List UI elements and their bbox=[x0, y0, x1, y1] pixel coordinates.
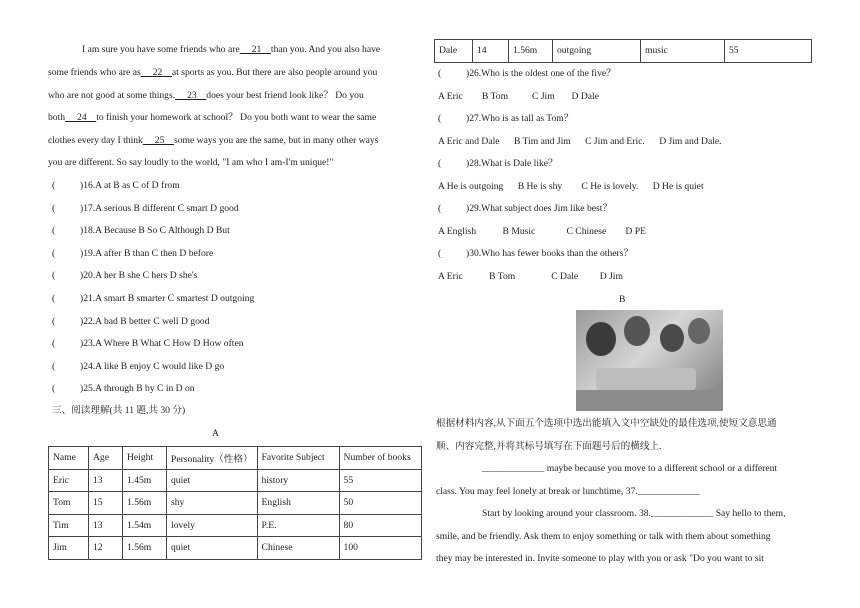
question-30-options: A Eric B Tom C Dale D Jim bbox=[438, 271, 623, 282]
student-table bbox=[48, 446, 422, 560]
question-20: ( )20.A her B she C hers D she's bbox=[52, 270, 198, 281]
question-24: ( )24.A like B enjoy C would like D go bbox=[52, 361, 225, 372]
blank-21: 21 bbox=[251, 44, 262, 55]
passage-line-1: I am sure you have some friends who are 21 than you. And you also have bbox=[82, 44, 381, 55]
passage-b-line-2: class. You may feel lonely at break or lunchtime, 37._____________ bbox=[436, 486, 701, 497]
section-heading-reading: 三、阅读理解(共 11 题,共 30 分) bbox=[52, 405, 186, 416]
table-row: Tim 13 1.54m lovely P.E. 80 bbox=[49, 514, 422, 537]
question-17: ( )17.A serious B different C smart D good bbox=[52, 203, 239, 214]
question-27-options: A Eric and Dale B Tim and Jim C Jim and Eric. D Jim and Dale. bbox=[438, 136, 722, 147]
table-row: Tom 15 1.56m shy English 50 bbox=[49, 492, 422, 515]
question-30: ( )30.Who has fewer books than the others？ bbox=[438, 248, 634, 259]
passage-line-6: you are different. So say loudly to the world, "I am who I am-I'm unique!" bbox=[48, 157, 334, 168]
blank-22: 22 bbox=[152, 67, 163, 78]
student-table-continued bbox=[434, 39, 812, 63]
question-29: ( )29.What subject does Jim like best？ bbox=[438, 203, 613, 214]
question-19: ( )19.A after B than C then D before bbox=[52, 248, 214, 259]
blank-23: 23 bbox=[187, 90, 197, 101]
instructions-line-1: 根据材料内容,从下面五个选项中选出能填入文中空缺处的最佳选项,使短文意思通 bbox=[436, 418, 777, 429]
header-name: Name bbox=[49, 447, 89, 470]
table-title-a: A bbox=[212, 428, 219, 439]
header-age: Age bbox=[89, 447, 123, 470]
question-23: ( )23.A Where B What C How D How often bbox=[52, 338, 244, 349]
blank-24: 24 bbox=[77, 112, 87, 123]
passage-b-line-4: smile, and be friendly. Ask them to enjoy something or talk with them about something bbox=[436, 531, 771, 542]
question-28: ( )28.What is Dale like？ bbox=[438, 158, 558, 169]
question-21: ( )21.A smart B smarter C smartest D outgoing bbox=[52, 293, 255, 304]
header-personality: Personality（性格） bbox=[167, 447, 258, 470]
passage-b-line-3: Start by looking around your classroom. 38._____________ Say hello to them, bbox=[482, 508, 786, 519]
passage-line-2: some friends who are as 22 at sports as you. But there are also people around you bbox=[48, 67, 378, 78]
question-18: ( )18.A Because B So C Although D But bbox=[52, 225, 230, 236]
passage-b-line-5: they may be interested in. Invite someone to play with you or ask "Do you want to sit bbox=[436, 553, 764, 564]
header-favorite-subject: Favorite Subject bbox=[257, 447, 339, 470]
passage-line-3: who are not good at some things. 23 does your best friend look like？ Do you bbox=[48, 90, 364, 101]
table-header-row bbox=[49, 447, 422, 470]
question-27: ( )27.Who is as tall as Tom？ bbox=[438, 113, 574, 124]
blank-25: 25 bbox=[154, 135, 165, 146]
header-number-of-books: Number of books bbox=[339, 447, 421, 470]
header-height: Height bbox=[123, 447, 167, 470]
classroom-photo bbox=[576, 310, 723, 411]
table-row: Eric 13 1.45m quiet history 55 bbox=[49, 469, 422, 492]
table-row: Jim 12 1.56m quiet Chinese 100 bbox=[49, 537, 422, 560]
question-22: ( )22.A bad B better C well D good bbox=[52, 316, 210, 327]
passage-b-line-1: _____________ maybe because you move to a different school or a different bbox=[482, 463, 778, 474]
question-16: ( )16.A at B as C of D from bbox=[52, 180, 180, 191]
question-29-options: A English B Music C Chinese D PE bbox=[438, 226, 646, 237]
table-row: Dale 14 1.56m outgoing music 55 bbox=[435, 40, 812, 63]
question-25: ( )25.A through B by C in D on bbox=[52, 383, 195, 394]
passage-line-4: both 24 to finish your homework at school？ Do you both want to wear the same bbox=[48, 112, 377, 123]
question-26: ( )26.Who is the oldest one of the five？ bbox=[438, 68, 616, 79]
passage-line-5: clothes every day I think 25 some ways you are the same, but in many other ways bbox=[48, 135, 379, 146]
section-b-title: B bbox=[619, 294, 626, 305]
instructions-line-2: 顺、内容完整,并将其标号填写在下面题号后的横线上. bbox=[436, 441, 662, 452]
question-28-options: A He is outgoing B He is shy C He is lovely. D He is quiet bbox=[438, 181, 704, 192]
question-26-options: A Eric B Tom C Jim D Dale bbox=[438, 91, 599, 102]
